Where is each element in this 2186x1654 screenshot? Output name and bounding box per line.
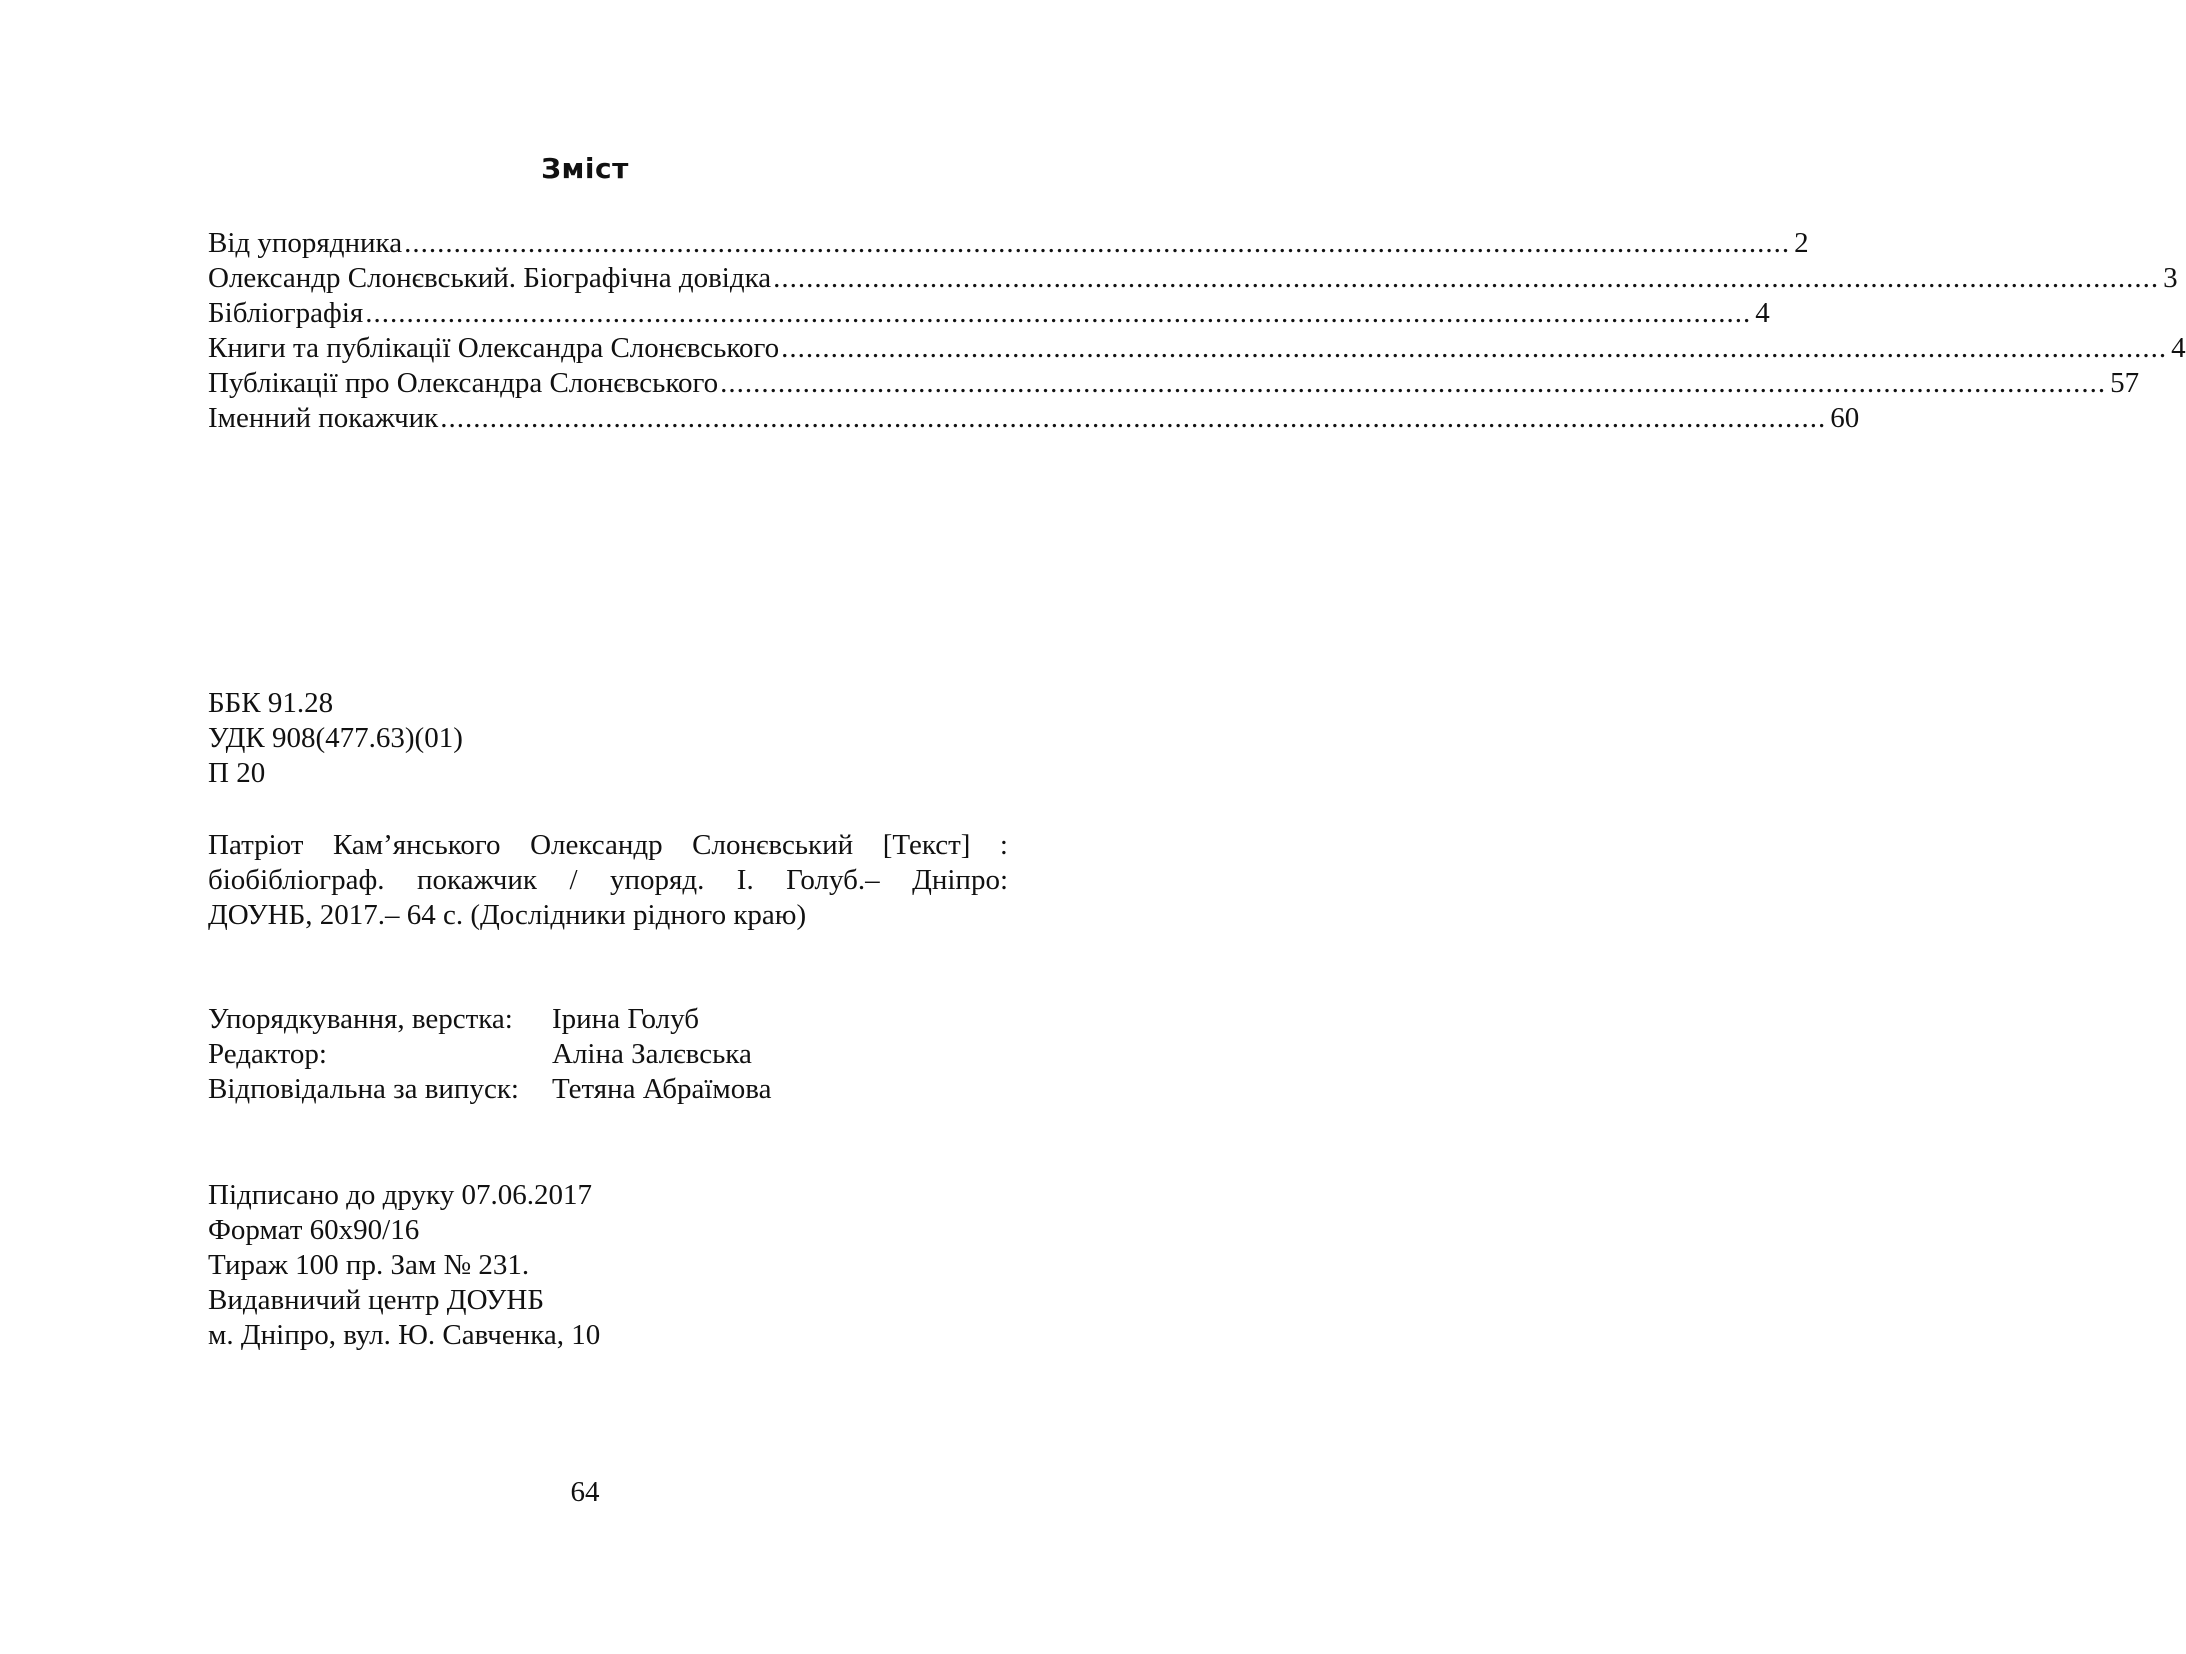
toc-entry-label: Іменний покажчик [208,402,439,434]
imprint-address: м. Дніпро, вул. Ю. Савченка, 10 [208,1319,601,1351]
credit-name: Тетяна Абраїмова [552,1073,772,1105]
table-of-contents [208,226,2186,436]
imprint-circulation: Тираж 100 пр. Зам № 231. [208,1249,530,1281]
imprint-format: Формат 60х90/16 [208,1214,420,1246]
imprint-publisher: Видавничий центр ДОУНБ [208,1284,545,1316]
toc-entry [208,401,1860,436]
toc-entry-page: 57 [2110,367,2140,399]
classification-codes [208,686,463,791]
toc-leader-dots: ........................................................................................................................................................................ [773,262,2160,294]
udk-code: УДК 908(477.63)(01) [208,722,463,754]
toc-entry-label: Книги та публікації Олександра Слонєвського [208,332,780,364]
toc-entry-page: 2 [1794,227,1809,259]
bbk-code: ББК 91.28 [208,687,334,719]
credit-role: Відповідальна за випуск: [208,1073,519,1105]
toc-entry-label: Публікації про Олександра Слонєвського [208,367,719,399]
credit-role: Упорядкування, верстка: [208,1003,513,1035]
toc-entry-label: Бібліографія [208,297,364,329]
credit-row [208,1037,771,1072]
toc-entry-label: Від упорядника [208,227,403,259]
page-title: Зміст [541,152,629,185]
toc-entry [208,261,2178,296]
toc-entry [208,296,1770,331]
toc-leader-dots: ........................................................................................................................................................................ [440,402,1827,434]
toc-entry-page: 3 [2163,262,2178,294]
toc-leader-dots: ........................................................................................................................................................................ [365,297,1752,329]
credit-name: Ірина Голуб [552,1003,699,1035]
toc-entry [208,226,1809,261]
toc-entry [208,331,2186,366]
citation-line: біобібліограф. покажчик / упоряд. І. Голуб.– Дніпро: [208,864,1008,896]
citation-line: Патріот Кам’янського Олександр Слонєвський [Текст] : [208,829,1008,861]
toc-leader-dots: ........................................................................................................................................................................ [781,332,2168,364]
toc-entry-page: 4 [1755,297,1770,329]
toc-entry-label: Олександр Слонєвський. Біографічна довідка [208,262,772,294]
credit-name: Аліна Залєвська [552,1038,752,1070]
page-number: 64 [570,1476,600,1508]
toc-entry [208,366,2140,401]
credits [208,1002,771,1107]
credit-row [208,1002,771,1037]
toc-leader-dots: ........................................................................................................................................................................ [404,227,1791,259]
citation-line: ДОУНБ, 2017.– 64 с. (Дослідники рідного краю) [208,899,807,931]
toc-leader-dots: ........................................................................................................................................................................ [720,367,2107,399]
credit-role: Редактор: [208,1038,327,1070]
author-mark: П 20 [208,757,266,789]
credit-row [208,1072,771,1107]
bibliographic-citation [208,828,1008,933]
toc-entry-page: 4 [2171,332,2186,364]
imprint-signed: Підписано до друку 07.06.2017 [208,1179,592,1211]
toc-entry-page: 60 [1830,402,1860,434]
imprint [208,1178,600,1353]
